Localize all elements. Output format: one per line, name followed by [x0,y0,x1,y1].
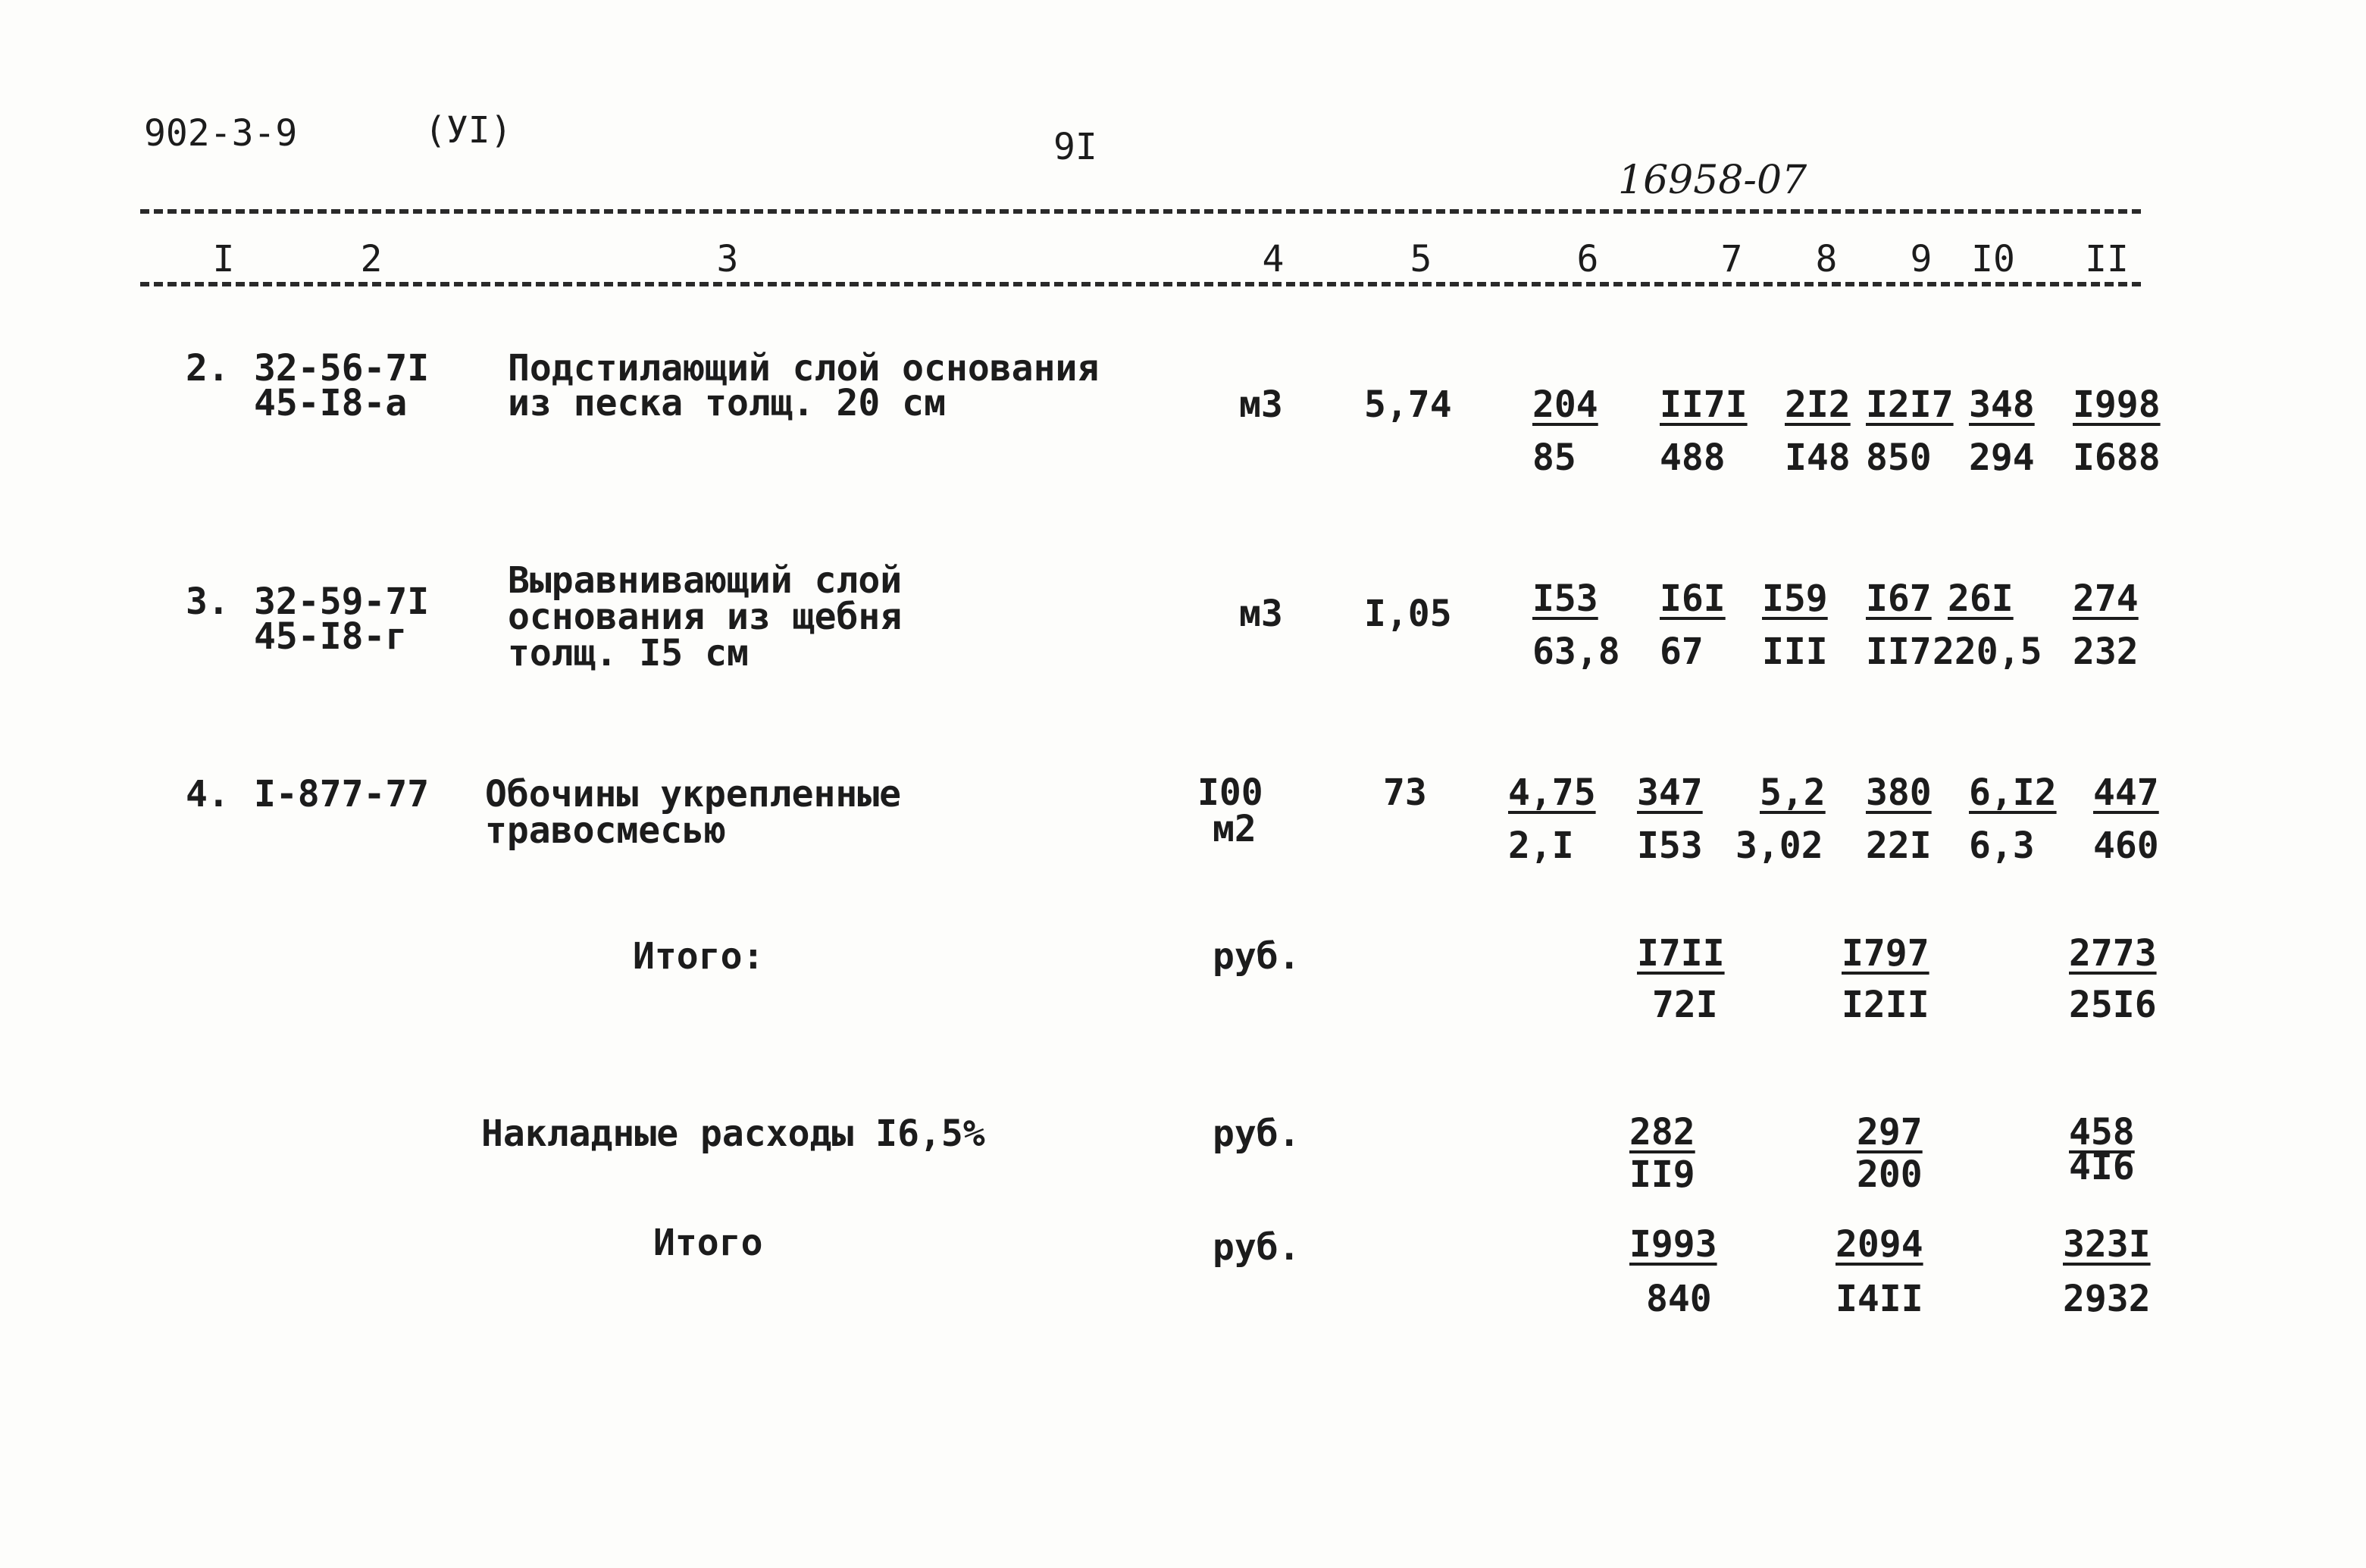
norm-code: 32-56-7I [254,347,430,390]
cost-bottom: 220,5 [1933,631,2042,673]
total-top: 2094 [1836,1223,1923,1266]
document-code: 902-3-9 [144,112,298,155]
cost-top: I67 [1866,577,1932,620]
work-description: толщ. I5 см [508,632,749,674]
cost-top: I59 [1762,577,1828,620]
grand-total-label: Итого [653,1222,763,1264]
column-number: 5 [1410,238,1432,280]
cost-top: I6I [1660,577,1726,620]
overhead-label: Накладные расходы I6,5% [481,1113,985,1155]
unit: м2 [1213,808,1257,850]
header-dashed-rule [140,209,2141,214]
cost-top: 26I [1948,577,2014,620]
cost-top: 6,I2 [1969,771,2057,814]
column-number: I [212,238,235,280]
quantity: I,05 [1364,593,1452,635]
subtotal-unit: руб. [1213,935,1300,978]
cost-top: 347 [1637,771,1703,814]
cost-bottom: I688 [2073,437,2161,479]
cost-top: 447 [2093,771,2159,814]
grand-total-unit: руб. [1213,1226,1300,1269]
cost-top: I998 [2073,383,2161,426]
total-bottom: 2932 [2063,1278,2151,1320]
cost-bottom: 67 [1660,631,1704,673]
handwritten-stamp-number: 16958-07 [1618,158,1807,203]
cost-top: 4,75 [1508,771,1596,814]
cost-top: I53 [1532,577,1598,620]
cost-bottom: 2,I [1508,825,1574,867]
cost-bottom: 6,3 [1969,825,2035,867]
cost-bottom: 85 [1532,437,1576,479]
cost-top: 5,2 [1760,771,1826,814]
unit: I00 [1197,771,1263,814]
cost-bottom: 3,02 [1735,825,1823,867]
work-description: травосмесью [485,809,726,852]
column-number: 6 [1576,238,1599,280]
cost-top: 274 [2073,577,2139,620]
norm-code: I-877-77 [254,773,430,815]
column-numbers-dashed-rule [140,282,2141,286]
column-number: 9 [1910,238,1933,280]
cost-bottom: 488 [1660,437,1726,479]
overhead-unit: руб. [1213,1113,1300,1155]
column-number: II [2085,238,2129,280]
column-number: 4 [1262,238,1285,280]
cost-bottom: I53 [1637,825,1703,867]
total-top: I7II [1637,932,1725,975]
unit: м3 [1239,593,1283,635]
norm-code: 32-59-7I [254,581,430,623]
total-bottom: 25I6 [2069,984,2157,1026]
cost-bottom: II7 [1866,631,1932,673]
total-bottom: II9 [1629,1153,1695,1196]
total-bottom: 840 [1646,1278,1712,1320]
row-number: 3. [186,581,230,623]
work-description: из песка толщ. 20 см [508,382,946,424]
section-number: (УI) [424,109,512,152]
cost-bottom: 294 [1969,437,2035,479]
total-bottom: I4II [1836,1278,1923,1320]
column-number: 8 [1815,238,1838,280]
total-top: 2773 [2069,932,2157,975]
cost-top: II7I [1660,383,1748,426]
cost-top: 348 [1969,383,2035,426]
row-number: 2. [186,347,230,390]
work-description: основания из щебня [508,596,903,638]
column-number: 2 [360,238,383,280]
total-top: 297 [1857,1111,1923,1153]
page-number: 9I [1053,126,1097,168]
cost-bottom: 850 [1866,437,1932,479]
total-bottom: I2II [1842,984,1929,1026]
row-number: 4. [186,773,230,815]
norm-code: 45-I8-а [254,382,408,424]
cost-top: 380 [1866,771,1932,814]
norm-code: 45-I8-г [254,615,408,658]
total-bottom: 72I [1652,984,1718,1026]
column-number: I0 [1971,238,2015,280]
subtotal-label: Итого: [633,935,765,978]
quantity: 73 [1383,771,1427,814]
cost-top: I2I7 [1866,383,1954,426]
cost-top: 2I2 [1785,383,1851,426]
cost-bottom: 63,8 [1532,631,1620,673]
work-description: Подстилающий слой основания [508,347,1100,390]
work-description: Выравнивающий слой [508,559,903,602]
cost-bottom: 22I [1866,825,1932,867]
total-top: 323I [2063,1223,2151,1266]
total-bottom: 4I6 [2069,1146,2135,1188]
work-description: Обочины укрепленные [485,773,902,815]
column-number: 7 [1720,238,1743,280]
quantity: 5,74 [1364,383,1452,426]
total-top: I993 [1629,1223,1717,1266]
cost-bottom: 232 [2073,631,2139,673]
cost-bottom: I48 [1785,437,1851,479]
total-top: 458 [2069,1111,2135,1153]
unit: м3 [1239,383,1283,426]
cost-bottom: III [1762,631,1828,673]
column-number: 3 [716,238,739,280]
total-top: 282 [1629,1111,1695,1153]
cost-top: 204 [1532,383,1598,426]
total-bottom: 200 [1857,1153,1923,1196]
total-top: I797 [1842,932,1929,975]
cost-bottom: 460 [2093,825,2159,867]
